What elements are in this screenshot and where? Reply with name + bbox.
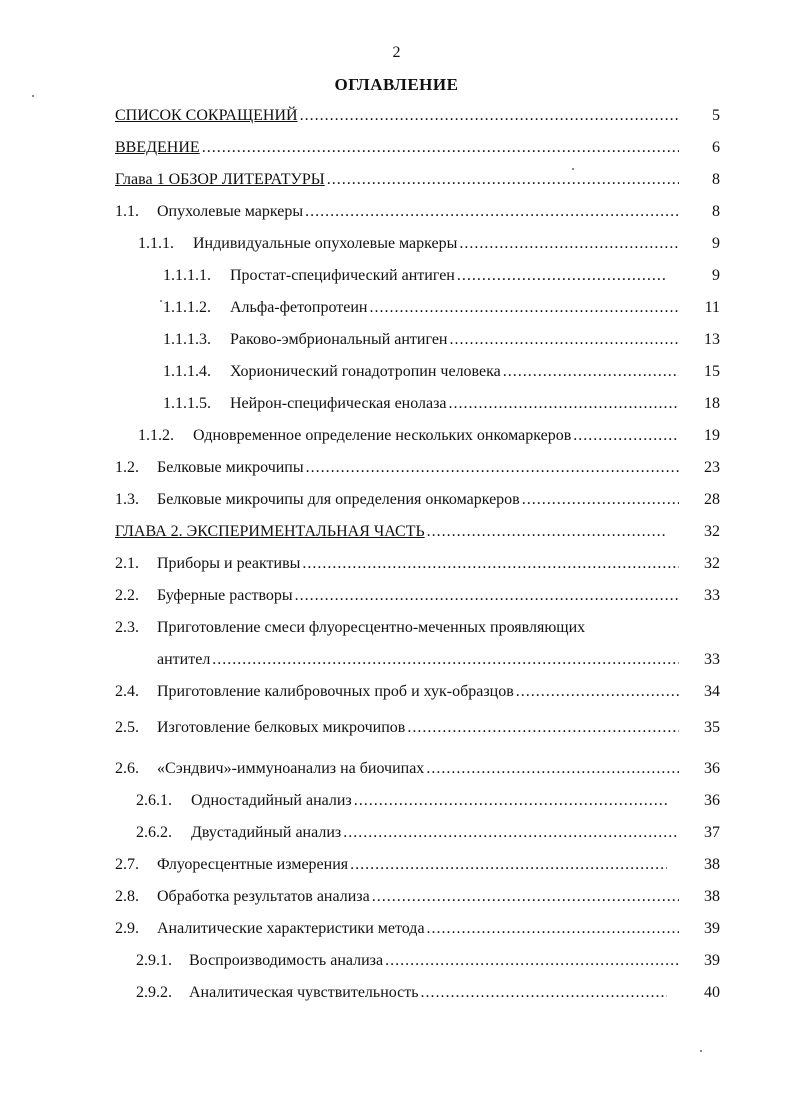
- toc-entry-number: 2.4.: [115, 683, 139, 700]
- toc-entry-page: 8: [712, 171, 720, 188]
- toc-entry-2-4[interactable]: [115, 681, 685, 703]
- toc-entry-label: Нейрон-специфическая енолаза: [230, 395, 447, 412]
- toc-entry-label: СПИСОК СОКРАЩЕНИЙ: [115, 107, 298, 124]
- toc-entry-number: 2.9.: [115, 920, 139, 937]
- toc-entry-label: ГЛАВА 2. ЭКСПЕРИМЕНТАЛЬНАЯ ЧАСТЬ: [115, 523, 425, 540]
- toc-entry-page: 34: [704, 683, 720, 700]
- toc-entry-label: Воспроизводимость анализа: [189, 952, 384, 969]
- toc-entry-2-9-2[interactable]: [136, 982, 673, 1004]
- toc-entry-number: 2.9.1.: [136, 952, 172, 969]
- toc-entry-page: 9: [712, 235, 720, 252]
- toc-entry-page: 19: [704, 427, 720, 444]
- toc-entry-2-5[interactable]: [115, 717, 685, 739]
- toc-entry-1-1-2[interactable]: [138, 425, 685, 447]
- toc-entry-page: 39: [704, 920, 720, 937]
- toc-entry-page: 11: [704, 299, 720, 316]
- toc-entry-page: 36: [704, 760, 720, 777]
- toc-entry-label: Обработка результатов анализа: [157, 888, 370, 905]
- toc-entry-page: 37: [704, 824, 720, 841]
- toc-entry-2-1[interactable]: [115, 553, 685, 575]
- toc-entry-label: Аналитические характеристики метода: [157, 920, 425, 937]
- toc-entry-number: 2.3.: [115, 619, 139, 636]
- toc-entry-1-1-1-5[interactable]: [163, 393, 685, 415]
- toc-entry-number: 1.1.1.2.: [163, 299, 211, 316]
- toc-entry-abbreviations[interactable]: [115, 105, 685, 127]
- toc-entry-page: 33: [704, 587, 720, 604]
- dot-leader: [202, 137, 679, 159]
- toc-entry-number: 1.1.1.5.: [163, 395, 211, 412]
- toc-entry-label: Простат-специфический антиген: [230, 267, 455, 284]
- toc-entry-1-1-1-3[interactable]: [163, 329, 685, 351]
- toc-entry-number: 2.1.: [115, 555, 139, 572]
- dot-leader: [305, 201, 679, 223]
- toc-entry-number: 2.9.2.: [136, 984, 172, 1001]
- toc-entry-page: 6: [712, 139, 720, 156]
- toc-entry-2-3-continuation[interactable]: [157, 649, 685, 671]
- toc-entry-label-continuation: антител: [157, 651, 211, 668]
- dot-leader: [503, 361, 679, 383]
- toc-entry-number: 2.6.: [115, 760, 139, 777]
- dot-leader: [427, 521, 667, 543]
- dot-leader: [354, 790, 667, 812]
- dot-leader: [573, 425, 679, 447]
- toc-entry-page: 33: [704, 651, 720, 668]
- toc-entry-1-1-1-1[interactable]: [163, 265, 673, 287]
- toc-entry-number: 1.1.1.: [138, 235, 174, 252]
- toc-entry-label: Двустадийный анализ: [191, 824, 342, 841]
- dot-leader: [369, 297, 679, 319]
- toc-entry-label: ВВЕДЕНИЕ: [115, 139, 200, 156]
- dot-leader: [350, 854, 667, 876]
- toc-entry-number: 1.3.: [115, 491, 139, 508]
- toc-entry-page: 23: [704, 459, 720, 476]
- scan-speck: [700, 1050, 702, 1052]
- toc-entry-page: 28: [704, 491, 720, 508]
- scan-speck: [32, 95, 34, 97]
- toc-entry-number: 1.1.1.1.: [163, 267, 211, 284]
- toc-entry-label: Флуоресцентные измерения: [157, 856, 349, 873]
- dot-leader: [372, 886, 679, 908]
- dot-leader: [421, 982, 667, 1004]
- toc-entry-page: 35: [704, 719, 720, 736]
- toc-entry-label: Приготовление калибровочных проб и хук-образцов: [157, 683, 514, 700]
- toc-entry-2-9[interactable]: [115, 918, 685, 940]
- toc-entry-number: 2.7.: [115, 856, 139, 873]
- toc-entry-label: Индивидуальные опухолевые маркеры: [193, 235, 458, 252]
- dot-leader: [212, 649, 679, 671]
- toc-entry-number: 1.1.1.3.: [163, 331, 211, 348]
- page-title: ОГЛАВЛЕНИЕ: [334, 75, 459, 94]
- dot-leader: [343, 822, 679, 844]
- toc-entry-number: 1.1.2.: [138, 427, 174, 444]
- dot-leader: [385, 950, 679, 972]
- toc-entry-number: 1.1.1.4.: [163, 363, 211, 380]
- toc-entry-number: 2.6.1.: [136, 792, 172, 809]
- scan-speck: [160, 300, 162, 302]
- dot-leader: [522, 489, 679, 511]
- toc-entry-1-3[interactable]: [115, 489, 685, 511]
- dot-leader: [457, 265, 667, 287]
- dot-leader: [295, 585, 679, 607]
- dot-leader: [300, 105, 679, 127]
- toc-entry-2-6-1[interactable]: [136, 790, 673, 812]
- toc-entry-number: 2.8.: [115, 888, 139, 905]
- toc-entry-1-1-1-2[interactable]: [163, 297, 685, 319]
- toc-entry-page: 8: [712, 203, 720, 220]
- toc-entry-label: Альфа-фетопротеин: [230, 299, 368, 316]
- toc-entry-number: 1.1.: [115, 203, 139, 220]
- toc-entry-introduction[interactable]: [115, 137, 685, 159]
- toc-entry-2-6-2[interactable]: [136, 822, 685, 844]
- toc-entry-page: 18: [704, 395, 720, 412]
- toc-entry-1-2[interactable]: [115, 457, 685, 479]
- toc-entry-2-6[interactable]: [115, 758, 685, 780]
- toc-entry-label: Приготовление смеси флуоресцентно-меченных проявляющих: [157, 619, 586, 636]
- toc-entry-label: Белковые микрочипы: [157, 459, 304, 476]
- toc-entry-number: 1.2.: [115, 459, 139, 476]
- scan-speck: [572, 168, 574, 170]
- toc-entry-label: Одностадийный анализ: [191, 792, 352, 809]
- toc-entry-page: 5: [712, 107, 720, 124]
- toc-entry-number: 2.6.2.: [136, 824, 172, 841]
- toc-entry-1-1[interactable]: [115, 201, 685, 223]
- dot-leader: [449, 393, 679, 415]
- dot-leader: [302, 553, 679, 575]
- dot-leader: [306, 457, 679, 479]
- toc-entry-page: 38: [704, 856, 720, 873]
- toc-entry-2-2[interactable]: [115, 585, 685, 607]
- toc-entry-2-9-1[interactable]: [136, 950, 685, 972]
- toc-entry-label: Приборы и реактивы: [157, 555, 301, 572]
- toc-entry-number: 2.5.: [115, 719, 139, 736]
- toc-entry-label: Одновременное определение нескольких онкомаркеров: [193, 427, 572, 444]
- toc-entry-label: Аналитическая чувствительность: [189, 984, 419, 1001]
- toc-entry-1-1-1-4[interactable]: [163, 361, 685, 383]
- toc-entry-page: 39: [704, 952, 720, 969]
- dot-leader: [459, 233, 679, 255]
- toc-entry-label: Хорионический гонадотропин человека: [230, 363, 501, 380]
- toc-entry-label: Опухолевые маркеры: [157, 203, 304, 220]
- toc-entry-label: «Сэндвич»-иммуноанализ на биочипах: [157, 760, 425, 777]
- toc-entry-2-3[interactable]: [115, 617, 685, 639]
- toc-entry-page: 36: [704, 792, 720, 809]
- dot-leader: [427, 918, 679, 940]
- dot-leader: [327, 169, 679, 191]
- toc-entry-number: 2.2.: [115, 587, 139, 604]
- toc-entry-1-1-1[interactable]: [138, 233, 685, 255]
- toc-entry-page: 32: [704, 555, 720, 572]
- toc-entry-chapter-1[interactable]: [115, 169, 685, 191]
- toc-entry-page: 9: [712, 267, 720, 284]
- toc-entry-label: Раково-эмбриональный антиген: [230, 331, 448, 348]
- toc-entry-page: 15: [704, 363, 720, 380]
- toc-entry-2-8[interactable]: [115, 886, 685, 908]
- toc-entry-page: 38: [704, 888, 720, 905]
- toc-entry-page: 40: [704, 984, 720, 1001]
- toc-entry-chapter-2[interactable]: [115, 521, 673, 543]
- toc-entry-page: 32: [704, 523, 720, 540]
- page-number: 2: [392, 44, 401, 61]
- dot-leader: [449, 329, 679, 351]
- toc-entry-label: Глава 1 ОБЗОР ЛИТЕРАТУРЫ: [115, 171, 325, 188]
- dot-leader: [516, 681, 679, 703]
- toc-entry-label: Буферные растворы: [157, 587, 293, 604]
- toc-entry-label: Изготовление белковых микрочипов: [157, 719, 406, 736]
- toc-entry-2-7[interactable]: [115, 854, 673, 876]
- toc-entry-label: Белковые микрочипы для определения онкомаркеров: [157, 491, 520, 508]
- dot-leader: [426, 758, 679, 780]
- toc-entry-page: 13: [704, 331, 720, 348]
- dot-leader: [407, 717, 679, 739]
